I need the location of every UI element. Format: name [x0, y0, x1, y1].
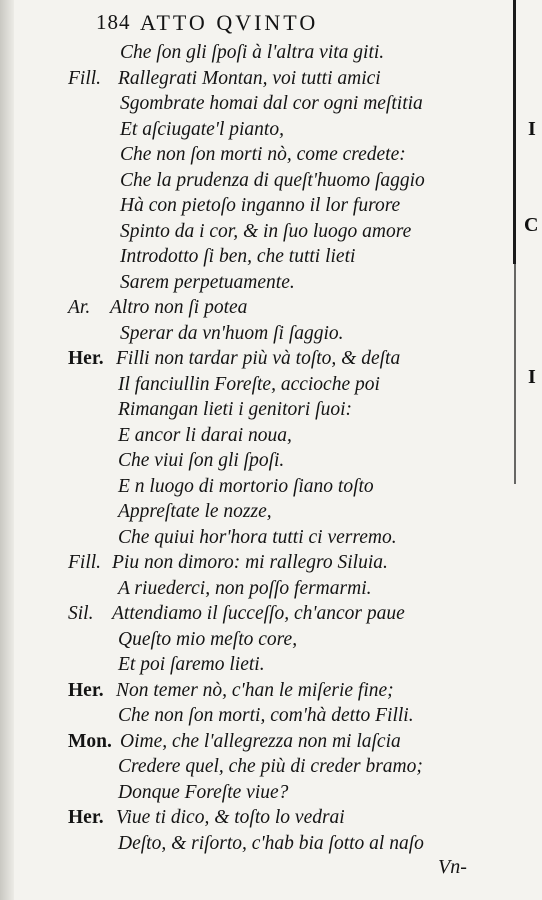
verse-line: [0, 91, 512, 117]
verse-line: [0, 321, 512, 347]
speaker-label: Her.: [68, 348, 104, 369]
verse-line: [0, 244, 512, 270]
verse-line: [0, 423, 512, 449]
verse-text-line: Che viui ſon gli ſpoſi.: [118, 450, 285, 471]
facing-page-fragment: C: [524, 214, 539, 236]
verse-line: [0, 66, 512, 92]
verse-text: [0, 40, 512, 856]
verse-text-line: Hà con pietoſo inganno il lor furore: [120, 195, 401, 216]
verse-line: [0, 831, 512, 857]
facing-page-edge: [512, 0, 542, 900]
verse-text-line: Altro non ſi potea: [110, 297, 248, 318]
page-edge-rule-lower: [514, 264, 516, 484]
verse-line: [0, 703, 512, 729]
verse-line: [0, 780, 512, 806]
facing-page-fragment: I: [528, 118, 536, 140]
verse-line: [0, 346, 512, 372]
verse-text-line: Non temer nò, c'han le miſerie fine;: [116, 679, 394, 701]
verse-text-line: Che non ſon morti, com'hà detto Filli.: [118, 705, 414, 726]
verse-line: [0, 193, 512, 219]
verse-line: [0, 576, 512, 602]
verse-text-line: Attendiamo il ſucceſſo, ch'ancor paue: [112, 603, 405, 624]
running-header: [96, 6, 426, 36]
verse-text-line: Et poi ſaremo lieti.: [118, 654, 265, 675]
speaker-label: Her.: [68, 679, 104, 701]
speaker-label: Ar.: [68, 297, 91, 318]
verse-line: [0, 168, 512, 194]
verse-line: [0, 550, 512, 576]
facing-page-fragment: I: [528, 366, 536, 388]
running-title: ATTO QVINTO: [140, 10, 319, 35]
verse-line: [0, 219, 512, 245]
verse-text-line: Introdotto ſi ben, che tutti lieti: [120, 246, 356, 267]
speaker-label: Fill.: [68, 552, 102, 573]
verse-text-line: Rimangan lieti i genitori ſuoi:: [118, 399, 352, 420]
verse-text-line: Deſto, & riſorto, c'hab bia ſotto al naſo: [118, 832, 424, 854]
verse-line: [0, 397, 512, 423]
verse-text-line: A riuederci, non poſſo fermarmi.: [118, 577, 372, 599]
catchword: Vn-: [438, 856, 467, 878]
verse-line: [0, 652, 512, 678]
verse-line: [0, 627, 512, 653]
verse-text-line: Et aſciugate'l pianto,: [120, 118, 284, 140]
verse-text-line: Oime, che l'allegrezza non mi laſcia: [120, 730, 401, 752]
verse-text-line: Queſto mio meſto core,: [118, 628, 298, 650]
verse-text-line: E ancor li darai noua,: [118, 424, 292, 446]
speaker-label: Her.: [68, 807, 104, 828]
verse-line: [0, 142, 512, 168]
verse-text-line: Piu non dimoro: mi rallegro Siluia.: [112, 552, 388, 573]
verse-line: [0, 805, 512, 831]
verse-text-line: Viue ti dico, & toſto lo vedrai: [116, 807, 345, 828]
verse-text-line: Spinto da i cor, & in ſuo luogo amore: [120, 220, 412, 242]
speaker-label: Mon.: [68, 730, 112, 752]
verse-text-line: Che quiui hor'hora tutti ci verremo.: [118, 526, 397, 548]
verse-line: [0, 40, 512, 66]
verse-line: [0, 474, 512, 500]
speaker-label: Fill.: [68, 67, 102, 89]
verse-line: [0, 448, 512, 474]
verse-text-line: Che ſon gli ſpoſi à l'altra vita giti.: [120, 42, 385, 63]
verse-text-line: Appreſtate le nozze,: [118, 501, 272, 522]
verse-line: [0, 601, 512, 627]
speaker-label: Sil.: [68, 603, 94, 624]
verse-line: [0, 499, 512, 525]
verse-line: [0, 117, 512, 143]
verse-text-line: Rallegrati Montan, voi tutti amici: [118, 67, 381, 89]
verse-text-line: Il fanciullin Foreſte, accioche poi: [118, 373, 380, 395]
verse-text-line: Che non ſon morti nò, come credete:: [120, 144, 406, 165]
verse-line: [0, 754, 512, 780]
verse-line: [0, 372, 512, 398]
page-number: 184: [96, 10, 131, 34]
verse-line: [0, 270, 512, 296]
verse-text-line: Donque Foreſte viue?: [118, 781, 289, 803]
page-edge-rule: [513, 0, 516, 264]
verse-text-line: Sperar da vn'huom ſi ſaggio.: [120, 322, 344, 344]
verse-line: [0, 678, 512, 704]
verse-text-line: Che la prudenza di queſt'huomo ſaggio: [120, 169, 425, 191]
verse-text-line: Sgombrate homai dal cor ogni meſtitia: [120, 93, 423, 114]
verse-text-line: E n luogo di mortorio ſiano toſto: [118, 475, 374, 497]
verse-text-line: Sarem perpetuamente.: [120, 271, 295, 293]
verse-line: [0, 729, 512, 755]
verse-line: [0, 525, 512, 551]
verse-line: [0, 295, 512, 321]
verse-text-line: Filli non tardar più và toſto, & deſta: [116, 348, 401, 369]
verse-text-line: Credere quel, che più di creder bramo;: [118, 756, 423, 777]
